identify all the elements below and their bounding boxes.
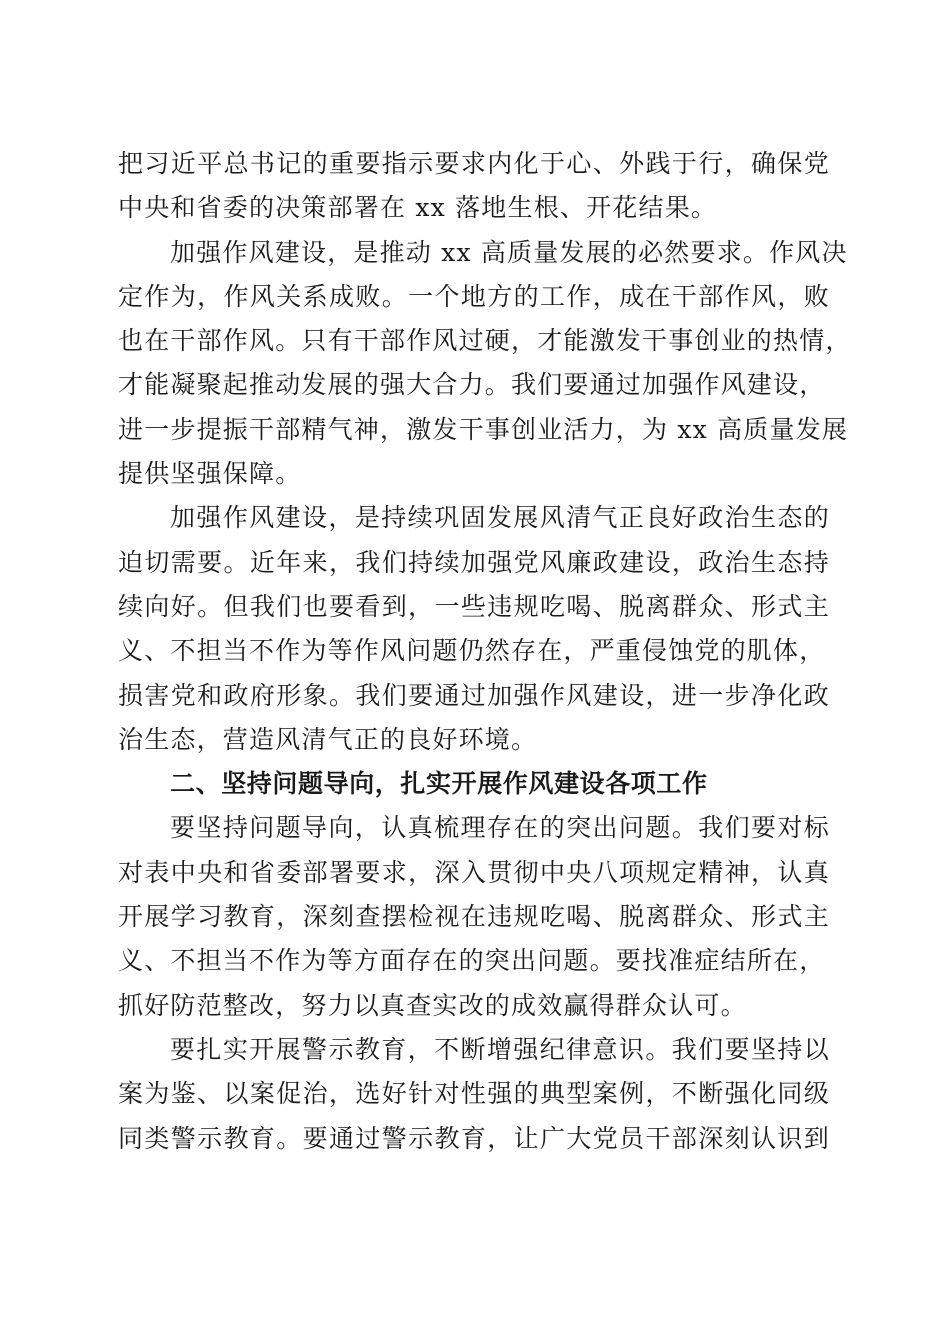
paragraph-problem-orientation [118,806,830,1027]
paragraph-political-ecology [118,496,830,762]
paragraph-decision-implementation [118,142,830,231]
text-line: 才能凝聚起推动发展的强大合力。我们要通过加强作风建设， [118,370,826,400]
text-line: 案为鉴、以案促治，选好针对性强的典型案例，不断强化同级 [118,1079,830,1109]
text-line: 义、不担当不作为等方面存在的突出问题。要找准症结所在， [118,946,826,976]
text-line: 损害党和政府形象。我们要通过加强作风建设，进一步净化政 [118,680,830,710]
text-line: 中央和省委的决策部署在 xx 落地生根、开花结果。 [118,193,718,223]
document-page [118,142,852,1161]
paragraph-high-quality-development [118,231,852,497]
text-line: 把习近平总书记的重要指示要求内化于心、外践于行，确保党 [118,149,830,178]
text-line: 定作为，作风关系成败。一个地方的工作，成在干部作风，败 [118,281,830,311]
text-line: 对表中央和省委部署要求，深入贯彻中央八项规定精神，认真 [118,857,830,887]
text-line: 迫切需要。近年来，我们持续加强党风廉政建设，政治生态持 [118,547,830,577]
text-line: 要扎实开展警示教育，不断增强纪律意识。我们要坚持以 [170,1034,830,1064]
text-line: 同类警示教育。要通过警示教育，让广大党员干部深刻认识到 [118,1123,830,1153]
paragraph-warning-education [118,1028,830,1161]
text-line: 抓好防范整改，努力以真查实改的成效赢得群众认可。 [118,990,747,1020]
section-heading: 二、坚持问题导向，扎实开展作风建设各项工作 [170,769,708,799]
text-line: 义、不担当不作为等作风问题仍然存在，严重侵蚀党的肌体， [118,636,826,666]
text-line: 治生态，营造风清气正的良好环境。 [118,724,538,754]
text-line: 加强作风建设，是推动 xx 高质量发展的必然要求。作风决 [170,237,848,267]
text-line: 要坚持问题导向，认真梳理存在的突出问题。我们要对标 [170,813,830,843]
text-line: 也在干部作风。只有干部作风过硬，才能激发干事创业的热情， [118,326,852,356]
text-line: 提供坚强保障。 [118,459,302,489]
text-line: 加强作风建设，是持续巩固发展风清气正良好政治生态的 [170,503,830,533]
text-line: 续向好。但我们也要看到，一些违规吃喝、脱离群众、形式主 [118,591,830,621]
text-line: 开展学习教育，深刻查摆检视在违规吃喝、脱离群众、形式主 [118,902,830,932]
section-heading-two [118,762,830,806]
text-line: 进一步提振干部精气神，激发干事创业活力，为 xx 高质量发展 [118,414,849,444]
